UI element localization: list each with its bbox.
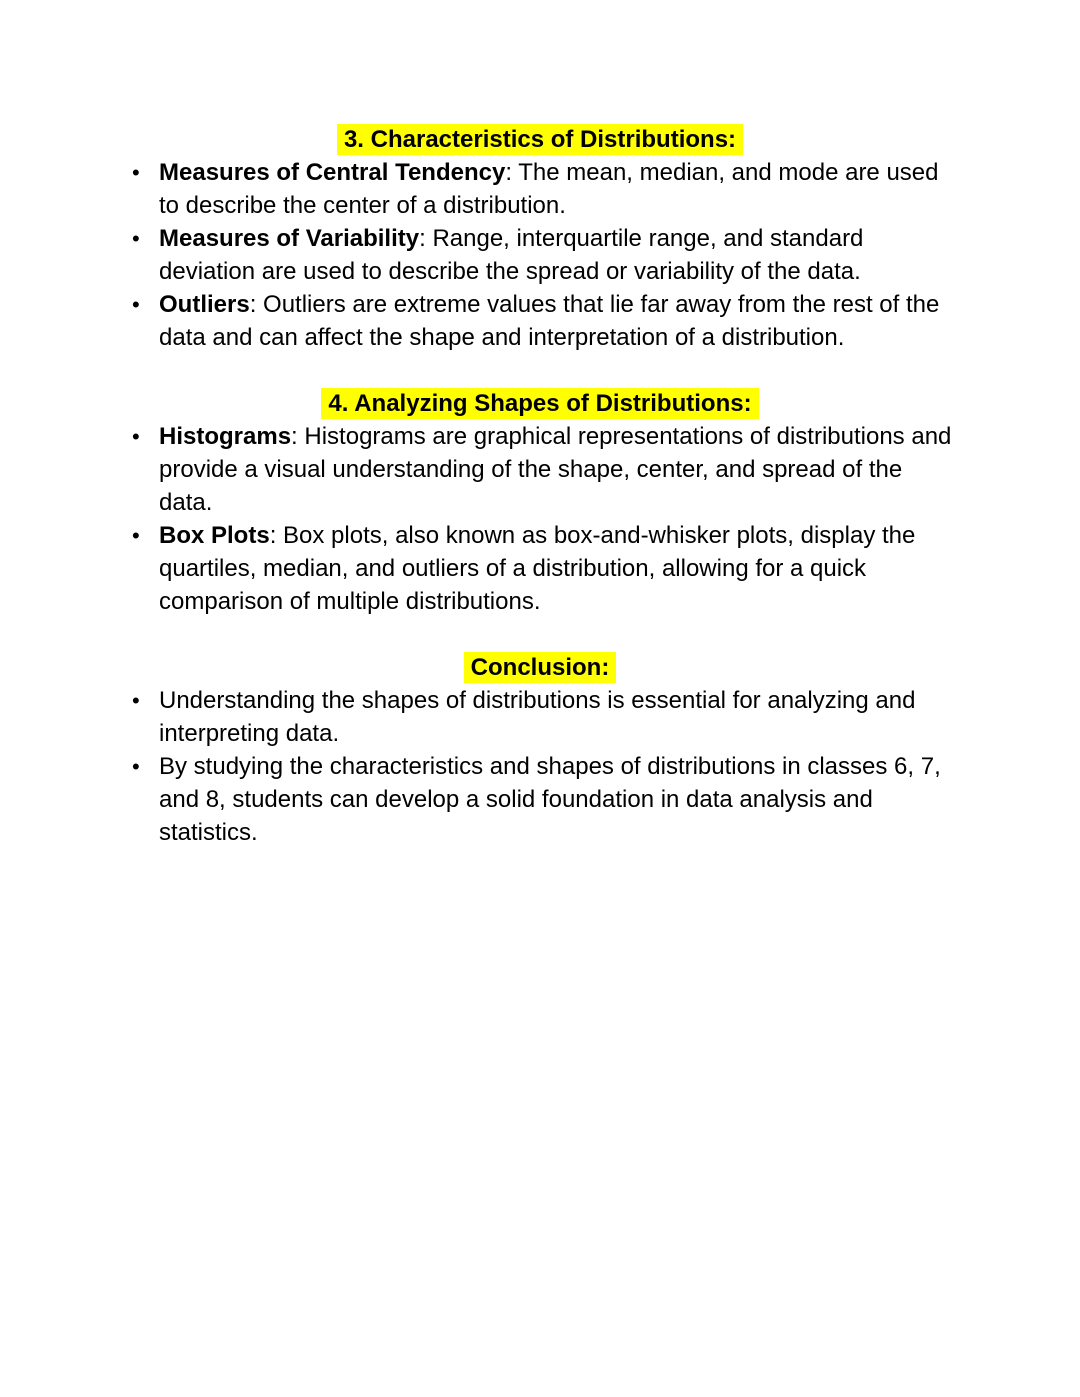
- list-item-text: [159, 288, 953, 354]
- list-item-lead: Box Plots: [159, 522, 270, 549]
- list-item-body: : Box plots, also known as box-and-whisker plots, display the quartiles, median, and outliers of a distribution, allowing for a quick comparison of multiple distributions.: [159, 522, 916, 615]
- list-item-lead: Measures of Central Tendency: [159, 159, 506, 186]
- highlighted-heading-text: Conclusion:: [464, 652, 617, 683]
- bullet-icon: •: [132, 424, 140, 449]
- list-item-lead: Measures of Variability: [159, 225, 420, 252]
- list-item: [127, 684, 953, 750]
- section-heading: [127, 651, 953, 684]
- list-item: [127, 750, 953, 849]
- list-item-body: : Range, interquartile range, and standard deviation are used to describe the spread or variability of the data.: [159, 225, 864, 285]
- list-item: [127, 222, 953, 288]
- list-item: [127, 156, 953, 222]
- list-item-text: [159, 222, 953, 288]
- list-item: [127, 420, 953, 519]
- bullet-icon: •: [132, 226, 140, 251]
- list-item: [127, 288, 953, 354]
- list-item-body: Understanding the shapes of distributions is essential for analyzing and interpreting data.: [159, 687, 916, 747]
- section-characteristics: [127, 123, 953, 354]
- list-item: [127, 519, 953, 618]
- section-analyzing-shapes: [127, 387, 953, 618]
- bullet-icon: •: [132, 160, 140, 185]
- list-item-body: : The mean, median, and mode are used to describe the center of a distribution.: [159, 159, 939, 219]
- list-item-text: [159, 420, 953, 519]
- bullet-icon: •: [132, 688, 140, 713]
- list-item-text: [159, 684, 953, 750]
- highlighted-heading-text: 4. Analyzing Shapes of Distributions:: [321, 388, 758, 419]
- list-item-lead: Outliers: [159, 291, 250, 318]
- list-item-text: [159, 156, 953, 222]
- highlighted-heading-text: 3. Characteristics of Distributions:: [337, 124, 743, 155]
- section-heading: [127, 387, 953, 420]
- bullet-icon: •: [132, 523, 140, 548]
- section-heading: [127, 123, 953, 156]
- list-item-lead: Histograms: [159, 423, 292, 450]
- bullet-icon: •: [132, 754, 140, 779]
- section-conclusion: [127, 651, 953, 849]
- bullet-icon: •: [132, 292, 140, 317]
- list-item-text: [159, 519, 953, 618]
- list-item-body: By studying the characteristics and shapes of distributions in classes 6, 7, and 8, students can develop a solid foundation in data analysis and statistics.: [159, 753, 941, 846]
- list-item-text: [159, 750, 953, 849]
- list-item-body: : Histograms are graphical representations of distributions and provide a visual understanding of the shape, center, and spread of the data.: [159, 423, 952, 516]
- list-item-body: : Outliers are extreme values that lie far away from the rest of the data and can affect the shape and interpretation of a distribution.: [159, 291, 940, 351]
